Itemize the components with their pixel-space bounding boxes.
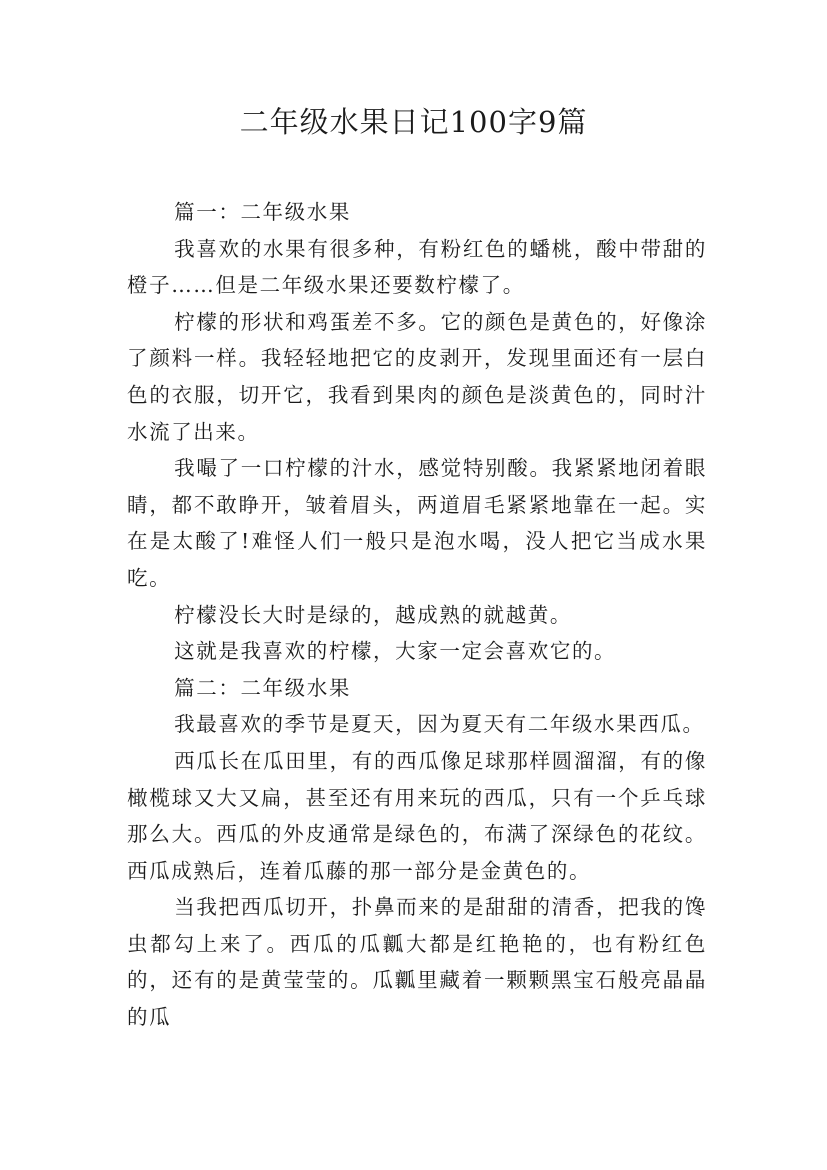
- paragraph: 这就是我喜欢的柠檬，大家一定会喜欢它的。: [174, 639, 617, 664]
- paragraph: 柠檬的形状和鸡蛋差不多。它的颜色是黄色的，好像涂了颜料一样。我轻轻地把它的皮剥开，发现里面还有一层白色的衣服，切开它，我看到果肉的颜色是淡黄色的，同时汁水流了出来。: [127, 309, 707, 444]
- paragraph: 我最喜欢的季节是夏天，因为夏天有二年级水果西瓜。: [174, 712, 705, 737]
- section-heading: 篇一：二年级水果: [174, 200, 351, 224]
- document-title: 二年级水果日记100字9篇: [239, 105, 588, 139]
- paragraph: 我嘬了一口柠檬的汁水，感觉特别酸。我紧紧地闭着眼睛，都不敢睁开，皱着眉头，两道眉毛紧紧地靠在一起。实在是太酸了!难怪人们一般只是泡水喝，没人把它当成水果吃。: [127, 456, 707, 590]
- paragraph: 当我把西瓜切开，扑鼻而来的是甜甜的清香，把我的馋虫都勾上来了。西瓜的瓜瓤大都是红艳艳的，也有粉红色的，还有的是黄莹莹的。瓜瓤里藏着一颗颗黑宝石般亮晶晶的瓜: [127, 895, 707, 1030]
- section-heading: 篇二：二年级水果: [174, 675, 351, 700]
- paragraph: 柠檬没长大时是绿的，越成熟的就越黄。: [174, 602, 572, 627]
- paragraph: 西瓜长在瓜田里，有的西瓜像足球那样圆溜溜，有的像橄榄球又大又扁，甚至还有用来玩的西瓜，只有一个乒乓球那么大。西瓜的外皮通常是绿色的，布满了深绿色的花纹。西瓜成熟后，连着瓜藤的那一部分是金黄色的。: [127, 748, 707, 883]
- document-body: [127, 194, 707, 1036]
- paragraph: 我喜欢的水果有很多种，有粉红色的蟠桃，酸中带甜的橙子……但是二年级水果还要数柠檬了。: [127, 236, 707, 298]
